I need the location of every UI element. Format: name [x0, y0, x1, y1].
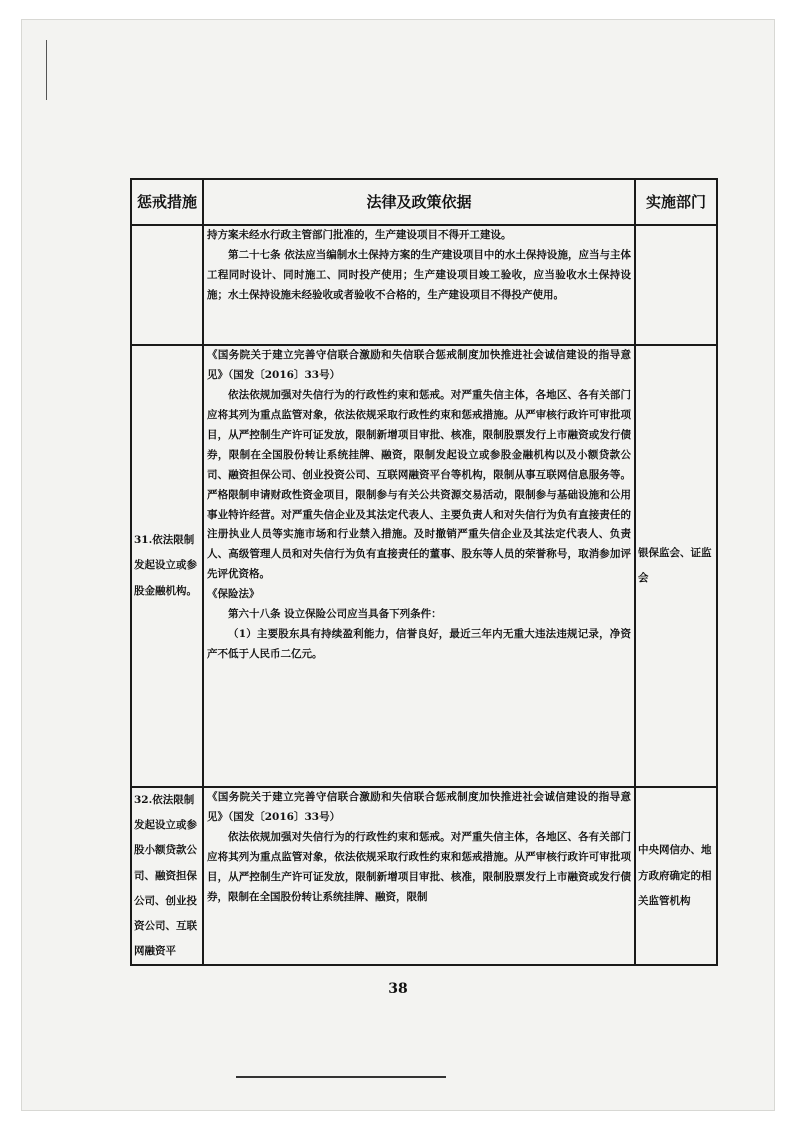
law-cell — [203, 225, 635, 345]
page-number: 38 — [388, 981, 408, 997]
header-dept: 实施部门 — [635, 179, 717, 225]
law-paragraph: 第二十七条 依法应当编制水土保持方案的生产建设项目中的水土保持设施，应当与主体工程同时设计、同时施工、同时投产使用；生产建设项目竣工验收，应当验收水土保持设施；水土保持设施未经验收或者验收不合格的，生产建设项目不得投产使用。 — [207, 248, 631, 301]
law-paragraph: （1）主要股东具有持续盈利能力，信誉良好，最近三年内无重大违法违规记录，净资产不低于人民币二亿元。 — [207, 628, 631, 661]
measure-cell: 32.依法限制发起设立或参股小额贷款公司、融资担保公司、创业投资公司、互联网融资平 — [131, 787, 203, 965]
law-paragraph: 第六十八条 设立保险公司应当具备下列条件： — [228, 608, 442, 621]
table-row — [131, 225, 717, 345]
measure-cell — [131, 225, 203, 345]
law-paragraph: 依法依规加强对失信行为的行政性约束和惩戒。对严重失信主体，各地区、各有关部门应将其列为重点监管对象，依法依规采取行政性约束和惩戒措施。从严审核行政许可审批项目，从严控制生产许可证发放，限制新增项目审批、核准，限制股票发行上市融资或发行债券，限制在全国股份转让系统挂牌、融资，限制 — [207, 830, 631, 903]
dept-cell: 中央网信办、地方政府确定的相关监管机构 — [635, 787, 717, 965]
header-measure: 惩戒措施 — [131, 179, 203, 225]
measure-cell: 31.依法限制发起设立或参股金融机构。 — [131, 345, 203, 787]
law-paragraph: 依法依规加强对失信行为的行政性约束和惩戒。对严重失信主体，各地区、各有关部门应将其列为重点监管对象，依法依规采取行政性约束和惩戒措施。从严审核行政许可审批项目，从严控制生产许可证发放，限制新增项目审批、核准，限制股票发行上市融资或发行债券，限制在全国股份转让系统挂牌、融资，限制发起设立或参股金融机构以及小额贷款公司、融资担保公司、创业投资公司、互联网融资平台等机构，限制从事互联网信息服务等。严格限制申请财政性资金项目，限制参与有关公共资源交易活动，限制参与基础设施和公用事业特许经营。对严重失信企业及其法定代表人、主要负责人和对失信行为负有直接责任的注册执业人员等实施市场和行业禁入措施。及时撤销严重失信企业及其法定代表人、负责人、高级管理人员和对失信行为负有直接责任的董事、股东等人员的荣誉称号，取消参加评先评优资格。 — [207, 388, 631, 581]
dept-cell: 银保监会、证监会 — [635, 345, 717, 787]
header-law: 法律及政策依据 — [203, 179, 635, 225]
table-row — [131, 345, 717, 787]
table-row — [131, 787, 717, 965]
law-paragraph: 《国务院关于建立完善守信联合激励和失信联合惩戒制度加快推进社会诚信建设的指导意见》（国发〔2016〕33号） — [207, 349, 631, 381]
law-cell — [203, 787, 635, 965]
scan-artifact-line — [236, 1076, 446, 1078]
sanctions-table — [130, 178, 718, 966]
law-paragraph: 持方案未经水行政主管部门批准的，生产建设项目不得开工建设。 — [207, 229, 512, 241]
dept-cell — [635, 225, 717, 345]
law-paragraph: 《保险法》 — [207, 588, 260, 601]
law-paragraph: 《国务院关于建立完善守信联合激励和失信联合惩戒制度加快推进社会诚信建设的指导意见》（国发〔2016〕33号） — [207, 791, 631, 823]
table-header-row — [131, 179, 717, 225]
scan-artifact-line — [46, 40, 47, 100]
law-cell — [203, 345, 635, 787]
